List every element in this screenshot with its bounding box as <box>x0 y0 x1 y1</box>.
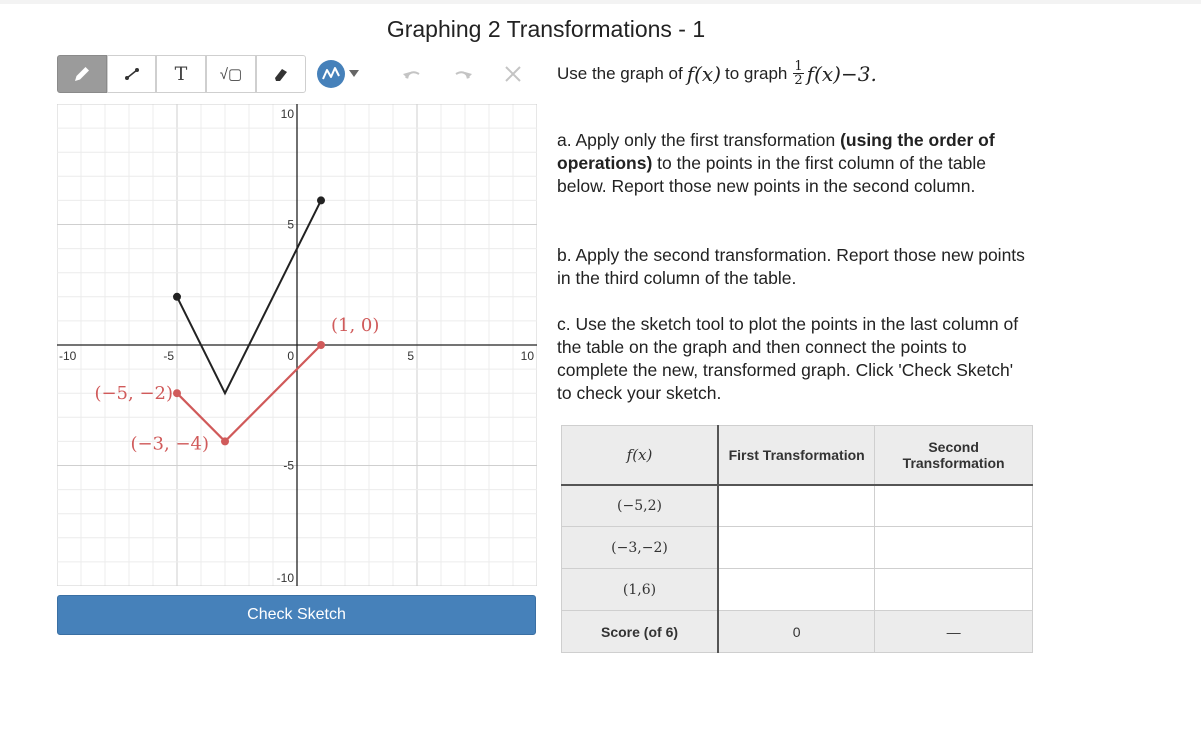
x-tick-label: 5 <box>407 349 414 363</box>
y-tick-label: 10 <box>280 107 294 121</box>
eraser-icon <box>271 64 291 84</box>
y-tick-label: -10 <box>276 571 294 585</box>
part-c-text: c. Use the sketch tool to plot the points in the last column of the table on the graph and then connect the points to complete the new, transformed graph. Click 'Check Sketch' to check your sketch. <box>557 314 1019 403</box>
check-sketch-button[interactable]: Check Sketch <box>57 595 536 635</box>
undo-button[interactable] <box>396 55 428 93</box>
x-tick-label: 10 <box>520 349 534 363</box>
second-transformation-input[interactable] <box>875 485 1033 527</box>
line-icon <box>122 64 142 84</box>
x-tick-label: 0 <box>287 349 294 363</box>
part-b-text: b. Apply the second transformation. Report those new points in the third column of the table. <box>557 245 1025 288</box>
text-tool-icon: T <box>174 63 188 85</box>
x-tick-label: -5 <box>163 349 174 363</box>
prompt-fx: f(x) <box>686 61 721 86</box>
sketch-point <box>317 341 325 349</box>
fx-point-cell: (1,6) <box>562 569 719 611</box>
fraction-numerator: 1 <box>794 59 803 74</box>
sketch-point <box>173 389 181 397</box>
clear-icon <box>504 65 522 83</box>
header-first-transformation: First Transformation <box>718 426 875 485</box>
score-row <box>562 611 1033 653</box>
first-transformation-input[interactable] <box>718 527 875 569</box>
table-row <box>562 485 1033 527</box>
line-tool-button[interactable] <box>107 55 156 93</box>
pencil-tool-button[interactable] <box>57 55 107 93</box>
original-graph-endpoint <box>317 196 325 204</box>
target-fraction <box>793 60 803 87</box>
sketch-point <box>221 437 229 445</box>
sketch-toolbar <box>57 55 536 95</box>
top-border <box>0 0 1201 4</box>
redo-button[interactable] <box>447 55 479 93</box>
second-transformation-input[interactable] <box>875 527 1033 569</box>
header-second-transformation: Second Transformation <box>875 426 1033 485</box>
y-tick-label: -5 <box>283 458 294 473</box>
original-graph-endpoint <box>173 293 181 301</box>
score-first-value: 0 <box>718 611 875 653</box>
text-tool-button[interactable] <box>156 55 206 93</box>
table-row <box>562 569 1033 611</box>
sketch-point-label: (1, 0) <box>331 315 380 336</box>
table-row <box>562 527 1033 569</box>
header-fx: f(x) <box>562 426 719 485</box>
prompt-mid: to graph <box>725 63 788 83</box>
score-second-value: — <box>875 611 1033 653</box>
first-transformation-input[interactable] <box>718 569 875 611</box>
connect-tool-icon <box>314 58 366 90</box>
part-a-bold: (using the order of operations) <box>557 130 995 173</box>
clear-button[interactable] <box>498 55 528 93</box>
undo-icon <box>401 66 423 82</box>
fx-point-cell: (−3,−2) <box>562 527 719 569</box>
sqrt-tool-icon: √▢ <box>219 66 243 83</box>
connect-tool-dropdown[interactable] <box>312 55 368 93</box>
sqrt-tool-button[interactable] <box>206 55 256 93</box>
first-transformation-input[interactable] <box>718 485 875 527</box>
page-title: Graphing 2 Transformations - 1 <box>386 16 706 42</box>
x-tick-label: -10 <box>59 349 77 363</box>
part-a-pre: a. Apply only the first transformation <box>557 130 841 150</box>
question-prompt <box>557 60 881 87</box>
sketch-point-label: (−5, −2) <box>94 383 173 405</box>
prompt-pre: Use the graph of <box>557 63 683 83</box>
fx-point-cell: (−5,2) <box>562 485 719 527</box>
part-a-text <box>557 129 1027 198</box>
answer-table <box>561 425 1033 653</box>
graph-panel[interactable] <box>57 104 537 591</box>
y-tick-label: 5 <box>287 217 294 232</box>
second-transformation-input[interactable] <box>875 569 1033 611</box>
eraser-tool-button[interactable] <box>256 55 306 93</box>
fraction-denominator: 2 <box>794 73 803 88</box>
coordinate-plane[interactable] <box>57 104 537 586</box>
target-tail: f(x)−3. <box>806 61 877 86</box>
score-label: Score (of 6) <box>562 611 719 653</box>
pencil-icon <box>72 64 92 84</box>
redo-icon <box>452 66 474 82</box>
sketch-point-label: (−3, −4) <box>130 433 209 455</box>
part-a-post: to the points in the first column of the table below. Report those new points in the second column. <box>557 153 986 196</box>
